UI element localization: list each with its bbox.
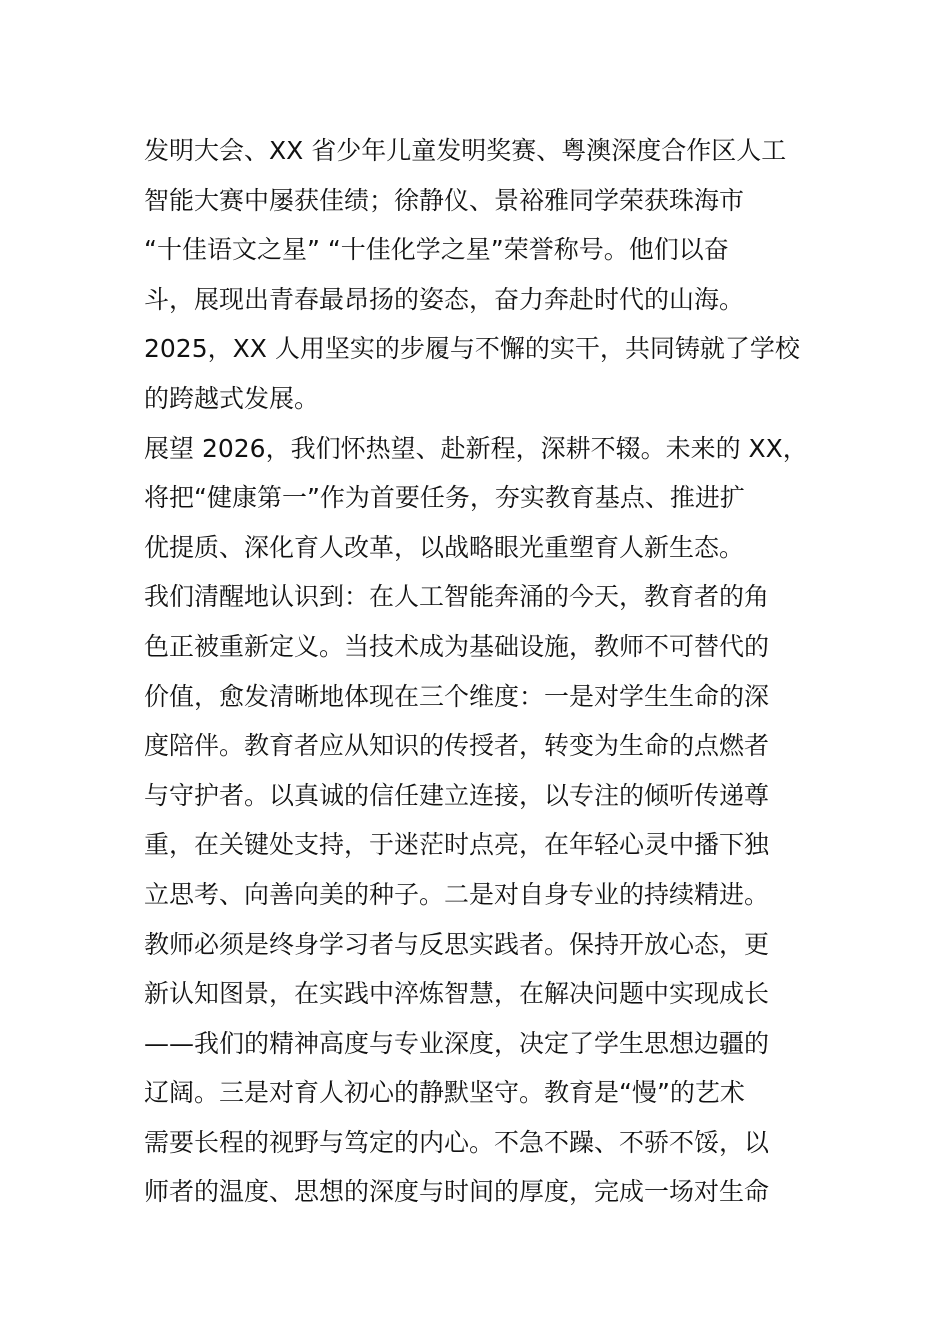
text-line: ——我们的精神高度与专业深度，决定了学生思想边疆的 [144, 1028, 770, 1058]
text-line: 价值，愈发清晰地体现在三个维度：一是对学生生命的深 [144, 681, 770, 711]
text-line: 度陪伴。教育者应从知识的传授者，转变为生命的点燃者 [144, 731, 770, 761]
text-line: 展望 2026，我们怀热望、赴新程，深耕不辍。未来的 XX， [144, 433, 808, 463]
text-line: 斗，展现出青春最昂扬的姿态，奋力奔赴时代的山海。 [144, 284, 745, 314]
text-line: 辽阔。三是对育人初心的静默坚守。教育是“慢”的艺术 [144, 1078, 745, 1108]
text-line: 立思考、向善向美的种子。二是对自身专业的持续精进。 [144, 879, 770, 909]
text-line: 需要长程的视野与笃定的内心。不急不躁、不骄不馁，以 [144, 1127, 770, 1157]
text-line: 重，在关键处支持，于迷茫时点亮，在年轻心灵中播下独 [144, 830, 770, 860]
text-line: “十佳语文之星” “十佳化学之星”荣誉称号。他们以奋 [144, 235, 729, 265]
text-line: 将把“健康第一”作为首要任务，夯实教育基点、推进扩 [144, 483, 745, 513]
text-line: 优提质、深化育人改革，以战略眼光重塑育人新生态。 [144, 532, 745, 562]
text-line: 教师必须是终身学习者与反思实践者。保持开放心态，更 [144, 929, 770, 959]
text-line: 的跨越式发展。 [144, 383, 320, 413]
text-line: 发明大会、XX 省少年儿童发明奖赛、粤澳深度合作区人工 [144, 136, 787, 165]
body-text [144, 126, 824, 1217]
text-line: 师者的温度、思想的深度与时间的厚度，完成一场对生命 [144, 1177, 770, 1207]
text-line: 我们清醒地认识到：在人工智能奔涌的今天，教育者的角 [144, 582, 770, 612]
text-line: 智能大赛中屡获佳绩；徐静仪、景裕雅同学荣获珠海市 [144, 185, 745, 215]
text-line: 2025，XX 人用坚实的步履与不懈的实干，共同铸就了学校 [144, 334, 800, 364]
text-line: 与守护者。以真诚的信任建立连接，以专注的倾听传递尊 [144, 780, 770, 810]
text-line: 新认知图景，在实践中淬炼智慧，在解决问题中实现成长 [144, 979, 770, 1009]
text-line: 色正被重新定义。当技术成为基础设施，教师不可替代的 [144, 631, 770, 661]
